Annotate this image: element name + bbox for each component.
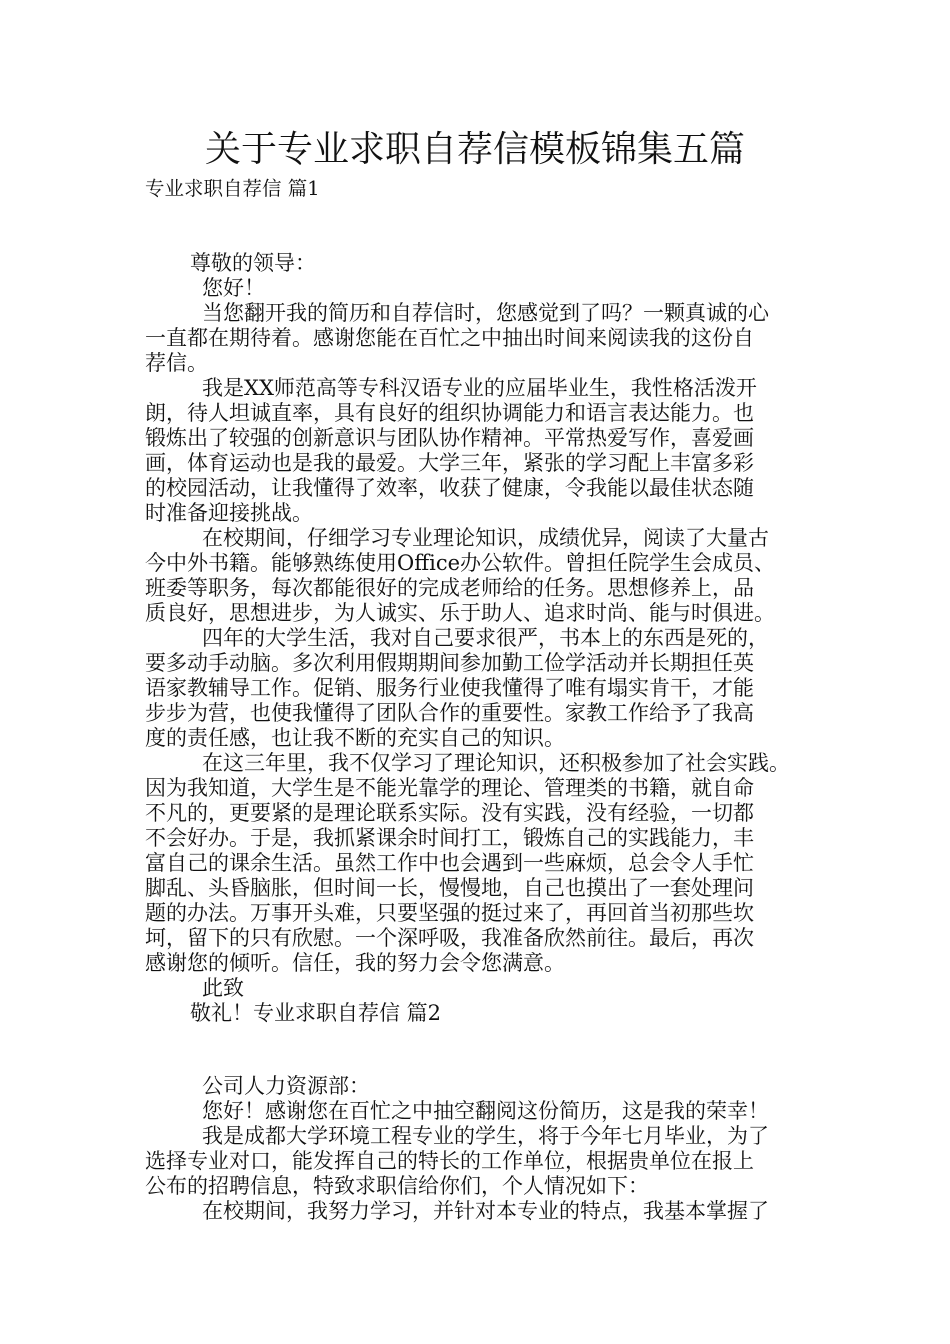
paragraph-line: 度的责任感，也让我不断的充实自己的知识。: [145, 726, 565, 750]
paragraph-line: 步步为营，也使我懂得了团队合作的重要性。家教工作给予了我高: [145, 701, 754, 725]
paragraph-line: 富自己的课余生活。虽然工作中也会遇到一些麻烦，总会令人手忙: [145, 851, 754, 875]
paragraph-line: 当您翻开我的简历和自荐信时，您感觉到了吗？一颗真诚的心: [202, 301, 769, 325]
paragraph-line: 质良好，思想进步，为人诚实、乐于助人、追求时尚、能与时俱进。: [145, 601, 775, 625]
paragraph-line: 我是成都大学环境工程专业的学生，将于今年七月毕业，为了: [202, 1124, 769, 1148]
paragraph-line: 因为我知道，大学生是不能光靠学的理论、管理类的书籍，就自命: [145, 776, 754, 800]
paragraph-line: 今中外书籍。能够熟练使用Office办公软件。曾担任院学生会成员、: [145, 551, 776, 575]
paragraph-line: 语家教辅导工作。促销、服务行业使我懂得了唯有塌实肯干，才能: [145, 676, 754, 700]
paragraph-line: 选择专业对口，能发挥自己的特长的工作单位，根据贵单位在报上: [145, 1149, 754, 1173]
salutation: 尊敬的领导：: [190, 251, 316, 275]
section-heading: 专业求职自荐信 篇1: [145, 177, 320, 200]
paragraph-line: 时准备迎接挑战。: [145, 501, 313, 525]
paragraph-line: 坷，留下的只有欣慰。一个深呼吸，我准备欣然前往。最后，再次: [145, 926, 754, 950]
paragraph-line: 公布的招聘信息，特致求职信给你们，个人情况如下：: [145, 1174, 649, 1198]
greeting: 您好！感谢您在百忙之中抽空翻阅这份简历，这是我的荣幸！: [202, 1099, 769, 1123]
paragraph-line: 我是XX师范高等专科汉语专业的应届毕业生，我性格活泼开: [202, 376, 757, 400]
paragraph-line: 要多动手动脑。多次利用假期期间参加勤工俭学活动并长期担任英: [145, 651, 754, 675]
paragraph-line: 荐信。: [145, 351, 208, 375]
paragraph-line: 题的办法。万事开头难，只要坚强的挺过来了，再回首当初那些坎: [145, 901, 754, 925]
paragraph-line: 不凡的，更要紧的是理论联系实际。没有实践，没有经验，一切都: [145, 801, 754, 825]
paragraph-line: 班委等职务，每次都能很好的完成老师给的任务。思想修养上，品: [145, 576, 754, 600]
regards-and-section-heading: 敬礼！专业求职自荐信 篇2: [190, 1001, 442, 1025]
paragraph-line: 不会好办。于是，我抓紧课余时间打工，锻炼自己的实践能力，丰: [145, 826, 754, 850]
paragraph-line: 在校期间，我努力学习，并针对本专业的特点，我基本掌握了: [202, 1199, 769, 1223]
paragraph-line: 朗，待人坦诚直率，具有良好的组织协调能力和语言表达能力。也: [145, 401, 754, 425]
paragraph-line: 画，体育运动也是我的最爱。大学三年，紧张的学习配上丰富多彩: [145, 451, 754, 475]
salutation: 公司人力资源部：: [202, 1074, 370, 1098]
paragraph-line: 四年的大学生活，我对自己要求很严，书本上的东西是死的，: [202, 626, 769, 650]
paragraph-line: 锻炼出了较强的创新意识与团队协作精神。平常热爱写作，喜爱画: [145, 426, 754, 450]
paragraph-line: 脚乱、头昏脑胀，但时间一长，慢慢地，自己也摸出了一套处理问: [145, 876, 754, 900]
paragraph-line: 在这三年里，我不仅学习了理论知识，还积极参加了社会实践。: [202, 751, 790, 775]
closing: 此致: [202, 976, 244, 1000]
document-title: 关于专业求职自荐信模板锦集五篇: [204, 129, 745, 170]
paragraph-line: 一直都在期待着。感谢您能在百忙之中抽出时间来阅读我的这份自: [145, 326, 754, 350]
paragraph-line: 的校园活动，让我懂得了效率，收获了健康，令我能以最佳状态随: [145, 476, 754, 500]
paragraph-line: 在校期间，仔细学习专业理论知识，成绩优异，阅读了大量古: [202, 526, 769, 550]
paragraph-line: 感谢您的倾听。信任，我的努力会令您满意。: [145, 951, 565, 975]
greeting: 您好！: [202, 276, 265, 300]
